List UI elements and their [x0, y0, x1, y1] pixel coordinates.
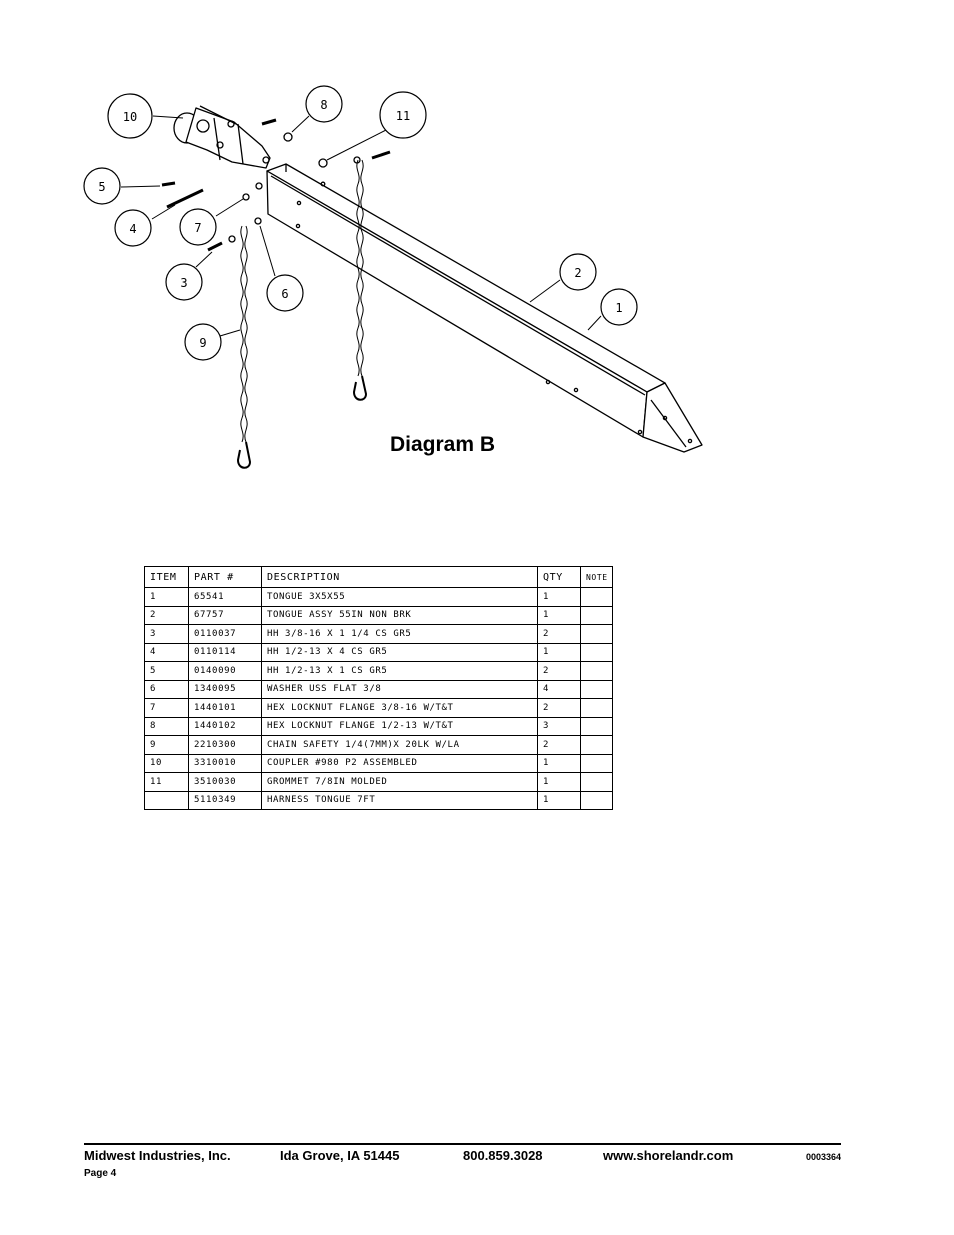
- cell-qty: 2: [538, 736, 581, 755]
- cell-part: 1340095: [189, 680, 262, 699]
- cell-description: WASHER USS FLAT 3/8: [262, 680, 538, 699]
- cell-qty: 1: [538, 643, 581, 662]
- cell-description: COUPLER #980 P2 ASSEMBLED: [262, 754, 538, 773]
- cell-qty: 1: [538, 754, 581, 773]
- table-row: [145, 717, 613, 736]
- parts-table: [144, 566, 613, 810]
- callout-11: 11: [395, 109, 411, 123]
- header-part: PART #: [189, 567, 262, 588]
- cell-item: 2: [145, 606, 189, 625]
- header-description: DESCRIPTION: [262, 567, 538, 588]
- cell-part: 1440102: [189, 717, 262, 736]
- table-row: [145, 662, 613, 681]
- cell-item: 5: [145, 662, 189, 681]
- table-row: [145, 699, 613, 718]
- cell-part: 2210300: [189, 736, 262, 755]
- cell-item: 3: [145, 625, 189, 644]
- cell-item: 8: [145, 717, 189, 736]
- cell-part: 5110349: [189, 791, 262, 810]
- cell-description: TONGUE ASSY 55IN NON BRK: [262, 606, 538, 625]
- cell-description: TONGUE 3X5X55: [262, 588, 538, 607]
- cell-part: 0140090: [189, 662, 262, 681]
- cell-note: [581, 754, 613, 773]
- cell-qty: 1: [538, 588, 581, 607]
- callout-2: 2: [574, 266, 582, 280]
- cell-note: [581, 773, 613, 792]
- cell-item: 1: [145, 588, 189, 607]
- cell-description: HEX LOCKNUT FLANGE 3/8-16 W/T&T: [262, 699, 538, 718]
- parts-table-body: [145, 588, 613, 810]
- header-note: NOTE: [581, 567, 613, 588]
- cell-item: 7: [145, 699, 189, 718]
- safety-chain-left: [238, 226, 250, 468]
- cell-part: 3310010: [189, 754, 262, 773]
- cell-description: HARNESS TONGUE 7FT: [262, 791, 538, 810]
- cell-note: [581, 588, 613, 607]
- cell-note: [581, 606, 613, 625]
- footer-website[interactable]: www.shorelandr.com: [603, 1148, 734, 1163]
- table-row: [145, 736, 613, 755]
- cell-qty: 1: [538, 606, 581, 625]
- diagram-title: Diagram B: [390, 433, 496, 456]
- cell-item: 4: [145, 643, 189, 662]
- footer-page-number: Page 4: [84, 1168, 117, 1179]
- footer-doc-number: 0003364: [806, 1152, 842, 1162]
- header-qty: QTY: [538, 567, 581, 588]
- header-item: ITEM: [145, 567, 189, 588]
- cell-note: [581, 717, 613, 736]
- cell-note: [581, 662, 613, 681]
- cell-item: 9: [145, 736, 189, 755]
- cell-note: [581, 791, 613, 810]
- cell-description: HH 1/2-13 X 1 CS GR5: [262, 662, 538, 681]
- cell-description: CHAIN SAFETY 1/4(7MM)X 20LK W/LA: [262, 736, 538, 755]
- callout-10: 10: [122, 110, 138, 124]
- table-row: [145, 606, 613, 625]
- footer-phone: 800.859.3028: [463, 1148, 543, 1163]
- cell-note: [581, 736, 613, 755]
- callout-1: 1: [615, 301, 623, 315]
- cell-description: HH 1/2-13 X 4 CS GR5: [262, 643, 538, 662]
- table-row: [145, 754, 613, 773]
- table-header-row: [145, 567, 613, 588]
- safety-chain-right: [354, 160, 366, 400]
- cell-description: HEX LOCKNUT FLANGE 1/2-13 W/T&T: [262, 717, 538, 736]
- callout-6: 6: [281, 287, 289, 301]
- cell-part: 67757: [189, 606, 262, 625]
- table-row: [145, 680, 613, 699]
- footer-rule: [84, 1143, 841, 1145]
- callout-8: 8: [320, 98, 328, 112]
- cell-note: [581, 625, 613, 644]
- table-row: [145, 791, 613, 810]
- cell-part: 65541: [189, 588, 262, 607]
- table-row: [145, 588, 613, 607]
- callout-3: 3: [180, 276, 188, 290]
- cell-item: [145, 791, 189, 810]
- table-row: [145, 625, 613, 644]
- coupler: [174, 106, 270, 168]
- cell-note: [581, 643, 613, 662]
- cell-qty: 2: [538, 699, 581, 718]
- cell-note: [581, 680, 613, 699]
- cell-item: 6: [145, 680, 189, 699]
- table-row: [145, 643, 613, 662]
- cell-description: GROMMET 7/8IN MOLDED: [262, 773, 538, 792]
- cell-qty: 2: [538, 662, 581, 681]
- cell-qty: 1: [538, 773, 581, 792]
- cell-note: [581, 699, 613, 718]
- cell-item: 10: [145, 754, 189, 773]
- callout-9: 9: [199, 336, 207, 350]
- cell-part: 0110037: [189, 625, 262, 644]
- callout-5: 5: [98, 180, 106, 194]
- callout-4: 4: [129, 222, 137, 236]
- cell-qty: 2: [538, 625, 581, 644]
- table-row: [145, 773, 613, 792]
- cell-qty: 3: [538, 717, 581, 736]
- cell-part: 1440101: [189, 699, 262, 718]
- cell-qty: 4: [538, 680, 581, 699]
- cell-item: 11: [145, 773, 189, 792]
- footer-location: Ida Grove, IA 51445: [280, 1148, 400, 1163]
- cell-qty: 1: [538, 791, 581, 810]
- cell-description: HH 3/8-16 X 1 1/4 CS GR5: [262, 625, 538, 644]
- footer-company: Midwest Industries, Inc.: [84, 1148, 231, 1163]
- cell-part: 3510030: [189, 773, 262, 792]
- cell-part: 0110114: [189, 643, 262, 662]
- callout-7: 7: [194, 221, 202, 235]
